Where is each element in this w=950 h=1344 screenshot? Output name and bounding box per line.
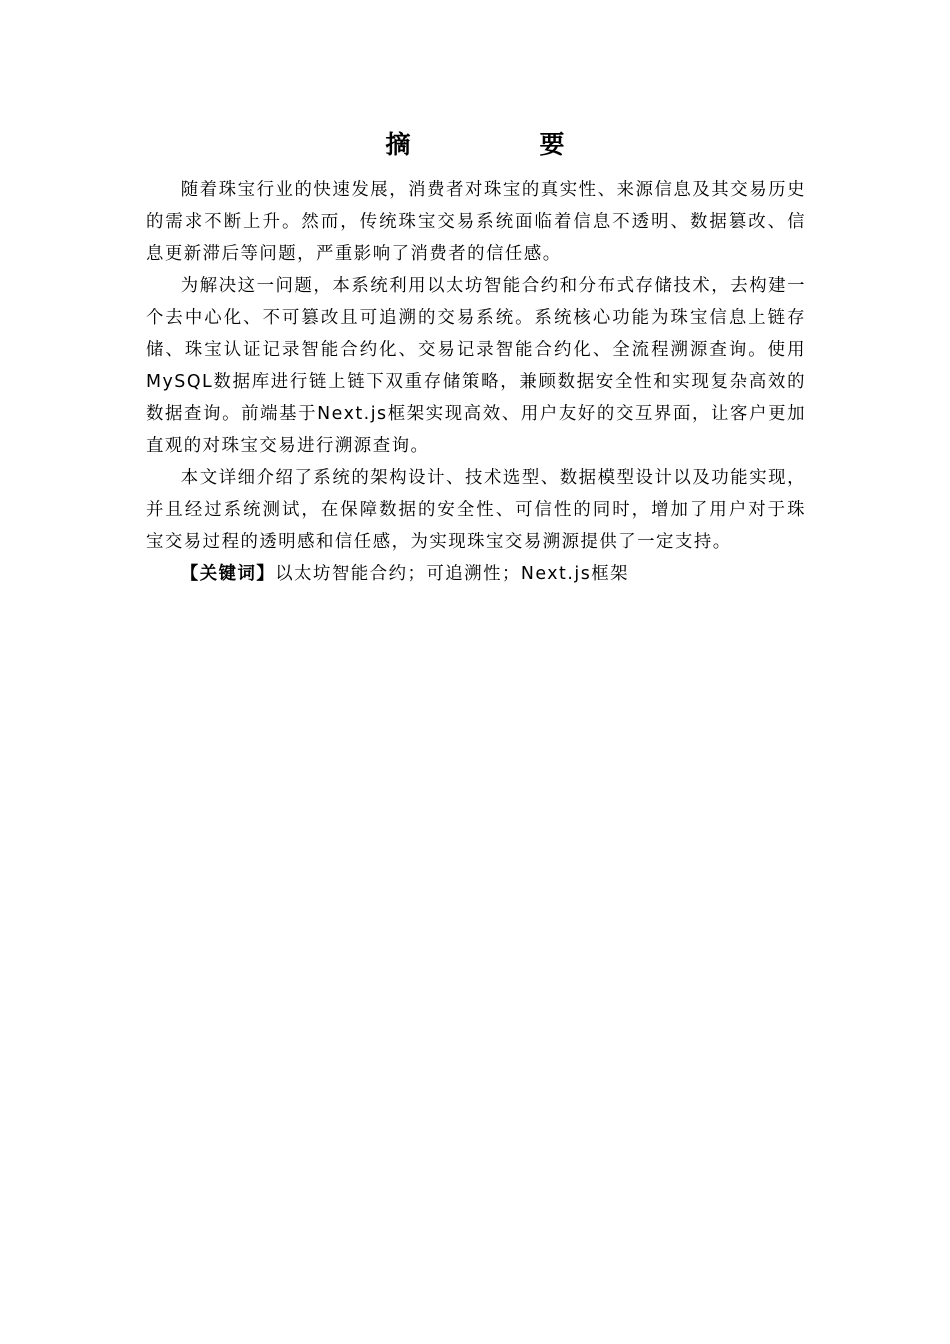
keywords-line [146,558,806,590]
abstract-paragraph-1: 随着珠宝行业的快速发展，消费者对珠宝的真实性、来源信息及其交易历史的需求不断上升。然而，传统珠宝交易系统面临着信息不透明、数据篡改、信息更新滞后等问题，严重影响了消费者的信任感。 [146,180,806,264]
abstract-body [146,174,806,590]
page-title: 摘 要 [385,130,617,159]
abstract-paragraph-3: 本文详细介绍了系统的架构设计、技术选型、数据模型设计以及功能实现，并且经过系统测试，在保障数据的安全性、可信性的同时，增加了用户对于珠宝交易过程的透明感和信任感，为实现珠宝交易溯源提供了一定支持。 [146,468,806,552]
keywords-text: 以太坊智能合约；可追溯性；Next.js框架 [275,564,630,584]
keywords-label: 【关键词】 [180,564,276,584]
abstract-paragraph-2: 为解决这一问题，本系统利用以太坊智能合约和分布式存储技术，去构建一个去中心化、不可篡改且可追溯的交易系统。系统核心功能为珠宝信息上链存储、珠宝认证记录智能合约化、交易记录智能合约化、全流程溯源查询。使用MySQL数据库进行链上链下双重存储策略，兼顾数据安全性和实现复杂高效的数据查询。前端基于Next.js框架实现高效、用户友好的交互界面，让客户更加直观的对珠宝交易进行溯源查询。 [146,276,806,456]
